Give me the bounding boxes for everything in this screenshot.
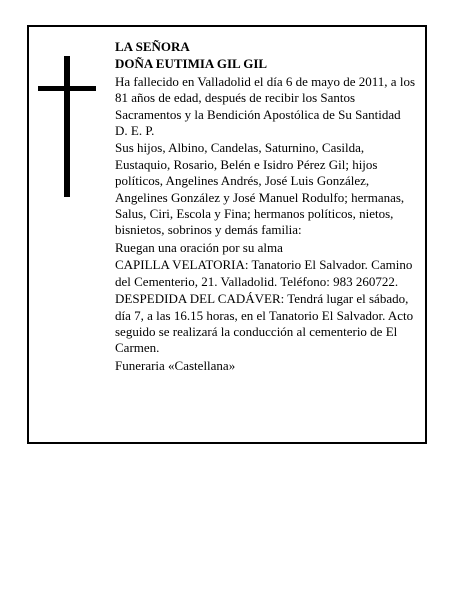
cross-vertical-bar bbox=[64, 56, 70, 197]
funeral-home: Funeraria «Castellana» bbox=[115, 357, 236, 373]
deceased-name: DOÑA EUTIMIA GIL GIL bbox=[115, 56, 268, 72]
obituary-text bbox=[115, 39, 415, 375]
chapel-info: CAPILLA VELATORIA: Tanatorio El Salvador. Camino del Cementerio, 21. Valladolid. Teléfono: 983 260722. bbox=[115, 257, 413, 289]
notice-heading: LA SEÑORA bbox=[115, 39, 190, 54]
cross-horizontal-bar bbox=[38, 86, 96, 91]
prayer-request: Ruegan una oración por su alma bbox=[115, 239, 283, 255]
farewell-info: DESPEDIDA DEL CADÁVER: Tendrá lugar el sábado, día 7, a las 16.15 horas, en el Tanatorio El Salvador. Acto seguido se realizará la conducción al cementerio de El Carmen. bbox=[115, 291, 414, 356]
death-info: Ha fallecido en Valladolid el día 6 de mayo de 2011, a los 81 años de edad, después de recibir los Santos Sacramentos y la Bendición Apostólica de Su Santidad D. E. P. bbox=[115, 73, 415, 139]
family-list: Sus hijos, Albino, Candelas, Saturnino, Casilda, Eustaquio, Rosario, Belén e Isidro Pérez Gil; hijos políticos, Angelines Andrés, José Luis González, Angelines González y José Manuel Rodulfo; hermanas, Salus, Ciri, Escola y Fina; hermanos políticos, nietos, bisnietos, sobrinos y demás familia: bbox=[115, 140, 405, 238]
